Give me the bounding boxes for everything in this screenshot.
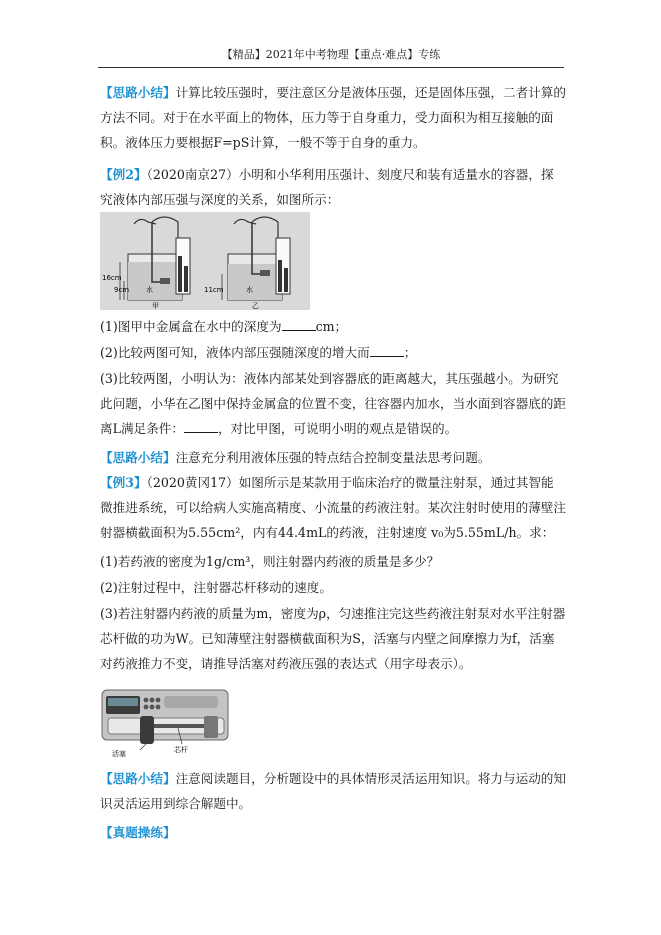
answer-blank-2 (370, 344, 404, 357)
summary-text: 计算比较压强时，要注意区分是液体压强，还是固体压强，二者计算的方法不同。对于在水平面上的物体，压力等于自身重力，受力面积为相互接触的面积。液体压力要根据F=pS计算，一般不等于自身的重力。 (100, 85, 566, 150)
example-3-intro (100, 470, 566, 545)
label-16cm: 16cm (102, 274, 122, 282)
exercise-tag: 【真题操练】 (100, 825, 176, 840)
u-tube-liquid-left-a (178, 256, 182, 292)
pump-button (144, 705, 149, 710)
water-label-left: 水 (146, 286, 153, 294)
pressure-gauge-figure (100, 212, 310, 310)
summary-paragraph-3 (100, 766, 566, 816)
summary-tag: 【思路小结】 (100, 450, 176, 465)
water-left (128, 262, 182, 300)
q3-end: ，对比甲图，可说明小明的观点是错误的。 (217, 421, 458, 436)
pump-button (144, 698, 149, 703)
q1-text: (1)图甲中金属盒在水中的深度为 (100, 319, 282, 334)
exercise-heading (100, 820, 566, 845)
summary-paragraph-2 (100, 445, 566, 470)
example-2-question-3 (100, 366, 566, 441)
pump-button (150, 705, 155, 710)
example-tag: 【例2】 (100, 167, 147, 182)
syringe-pump-figure (100, 686, 233, 758)
summary-tag: 【思路小结】 (100, 85, 176, 100)
example-3-question-3: (3)若注射器内药液的质量为m，密度为ρ，匀速推注完这些药液注射泵对水平注射器芯杆做的功为W。已知薄壁注射器横截面积为S，活塞与内壁之间摩擦力为f，活塞对药液推力不变，请推导活塞对药液压强的表达式（用字母表示）。 (100, 606, 566, 671)
page-header: 【精品】2021年中考物理【重点·难点】专练 (98, 47, 564, 68)
u-tube-liquid-left-b (184, 266, 188, 292)
summary-text: 注意充分利用液体压强的特点结合控制变量法思考问题。 (175, 450, 491, 465)
label-11cm: 11cm (204, 286, 224, 294)
q3-text: (3)比较两图，小明认为：液体内部某处到容器底的距离越大，其压强越小。为研究此问题，小华在乙图中保持金属盒的位置不变，往容器内加水，当水面到容器底的距离L满足条件： (100, 371, 566, 436)
q2-end: ； (403, 345, 417, 360)
hose-right (252, 217, 278, 238)
water-label-right: 水 (246, 286, 253, 294)
metal-box-left (160, 278, 170, 284)
pump-top-panel (164, 696, 218, 708)
example-2-question-1 (100, 314, 566, 339)
example-2-question-2 (100, 340, 566, 365)
u-tube-liquid-right-a (278, 260, 282, 292)
summary-text: 注意阅读题目，分析题设中的具体情形灵活运用知识。将力与运动的知识灵活运用到综合解题中。 (100, 771, 566, 811)
pump-clamp (204, 716, 218, 738)
water-right (228, 264, 282, 300)
summary-paragraph-1 (100, 80, 566, 155)
syringe-pump-drawing (100, 686, 233, 758)
caption-yi: 乙 (252, 302, 259, 310)
answer-blank-3 (184, 420, 218, 433)
piston-pointer (140, 744, 146, 750)
example-2-intro (100, 162, 566, 212)
q1-unit: cm； (315, 319, 348, 334)
metal-box-right (260, 270, 270, 276)
summary-tag: 【思路小结】 (100, 771, 176, 786)
pump-button (156, 698, 161, 703)
pressure-gauge-drawing (100, 212, 310, 310)
example-3-question-2: (2)注射过程中，注射器芯杆移动的速度。 (100, 580, 332, 595)
answer-blank-1 (282, 318, 316, 331)
u-tube-liquid-right-b (284, 268, 288, 292)
label-9cm: 9cm (114, 286, 130, 294)
plunger-piston (140, 716, 154, 744)
example-tag: 【例3】 (100, 475, 147, 490)
example-3-question-1: (1)若药液的密度为1g/cm³，则注射器内药液的质量是多少？ (100, 554, 440, 569)
example-text: （2020南京27）小明和小华利用压强计、刻度尺和装有适量水的容器，探究液体内部压强与深度的关系，如图所示： (100, 167, 554, 207)
pump-screen (108, 698, 138, 706)
example-text: （2020黄冈17）如图所示是某款用于临床治疗的微量注射泵，通过其智能微推进系统，可以给病人实施高精度、小流量的药液注射。某次注射时使用的薄壁注射器横截面积为5.55cm²，内有44.4mL的药液，注射速度 v₀为5.55mL/h。求： (100, 475, 566, 540)
label-rod: 芯杆 (174, 746, 188, 754)
caption-jia: 甲 (152, 302, 159, 310)
hose-left (152, 217, 178, 238)
label-piston: 活塞 (112, 750, 126, 758)
pump-button (150, 698, 155, 703)
pump-button (156, 705, 161, 710)
q2-text: (2)比较两图可知，液体内部压强随深度的增大而 (100, 345, 370, 360)
